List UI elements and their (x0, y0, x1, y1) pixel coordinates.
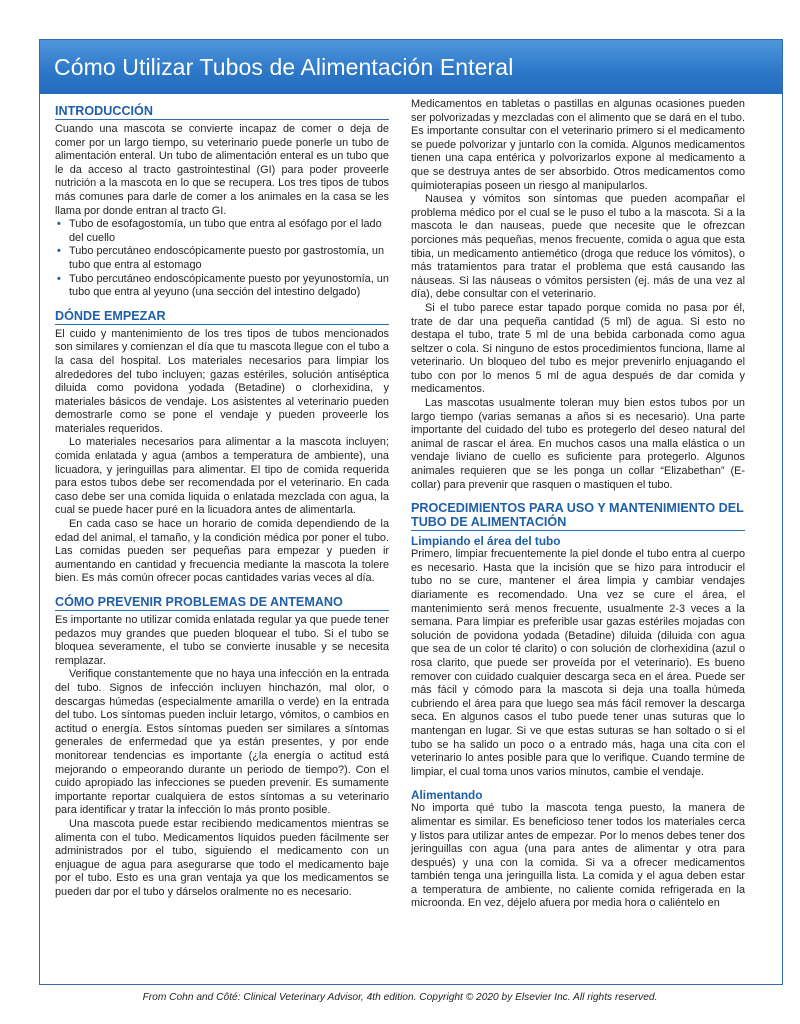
paragraph: Es importante no utilizar comida enlatada regular ya que puede tener pedazos muy grandes que pueden bloquear el tubo. Si el tubo se bloquea severamente, el tubo se convierte inusable y se necesita remplazar. (55, 614, 389, 667)
paragraph: Primero, limpiar frecuentemente la piel donde el tubo entra al cuerpo es necesario. Hasta que la incisión que se hizo para introducir el tubo no se cure, mantener el área limpia y cambiar vendajes diariamente es recomendado. Una vez se cure el área, el mantenimiento será menos frecuente, usualmente 2-3 veces a la semana. Para limpiar es preferible usar gazas estériles mojadas con solución de povidona yodada (Betadine) diluida (diluida con agua que sea de un color té clarito) o con solución de clorhexidina (azul o rosa clarito, que puede ser proveída por el veterinario). Es bueno remover con cuidado cualquier descarga seca en el área. Puede ser más fácil y cómodo para la mascota si deja una toalla húmeda cubriendo el área para que luego sea más fácil remover la descarga seca. En algunos casos el tubo puede tener unas suturas que lo mantengan en lugar. Si ve que estas suturas se han soltado o si el tubo se ha salido un poco o a entrado más, haga una cita con el veterinario lo antes posible para que lo verifique. Cuando termine de limpiar, el cual toma unos varios minutos, cambie el vendaje. (411, 548, 745, 778)
paragraph: Nausea y vómitos son síntomas que pueden acompañar el problema médico por el cual se le puso el tubo a la mascota. Si a la mascota le dan nauseas, puede que necesite que le ofrezcan porciones más pequeñas, menos frecuente, comida o agua que esta tibia, un medicamento antiemético (droga que reduce los vómitos), o más tratamientos para tratar el problema que está causando las náuseas. Si las náuseas o vómitos persisten (ej. más de una vez al día), debe consultar con el veterinario. (411, 193, 745, 301)
paragraph: Medicamentos en tabletas o pastillas en algunas ocasiones pueden ser polvorizadas y mezcladas con el alimento que se dará en el tubo. Es importante consultar con el veterinario primero si el medicamento se puede polvorizar y juntarlo con la comida. Algunos medicamentos tienen una capa entérica y polvorizarlos expone al medicamento a que se destruya antes de ser absorbido. Otros medicamentos como quimioterapias poseen un riesgo al manipularlos. (411, 98, 745, 192)
section-heading: INTRODUCCIÓN (55, 104, 389, 120)
paragraph: Lo materiales necesarios para alimentar a la mascota incluyen; comida enlatada y agua (ambos a temperatura de ambiente), una licuadora, y jeringuillas para alimentar. El tipo de comida requerida para estos tubos debe ser recomendada por el veterinario. En cada caso debe ser una comida liquida o enlatada mezclada con agua, la cual se puede hacer puré en la licuadora antes de alimentarla. (55, 436, 389, 517)
paragraph: Cuando una mascota se convierte incapaz de comer o deja de comer por un largo tiempo, su veterinario puede ponerle un tubo de alimentación enteral. Un tubo de alimentación enteral es un tubo que le da acceso al tracto gastrointestinal (GI) para poder proveerle nutrición a la mascota en lo que se recupera. Los tres tipos de tubos más comunes para darle de comer a los animales en la casa se les llama por donde entran al tracto GI. (55, 123, 389, 217)
bullet-list (55, 218, 389, 300)
bullet-item: • Tubo percutáneo endoscópicamente puesto por gastrostomía, un tubo que entra al estomago (55, 245, 389, 272)
title-banner (40, 40, 782, 94)
paragraph: No importa qué tubo la mascota tenga puesto, la manera de alimentar es similar. Es beneficioso tener todos los materiales cerca y listos para utilizar antes de empezar. Por lo menos debes tener dos jeringuillas con agua (una para antes de alimentar y otra para después) y una con la comida. Si va a ofrecer medicamentos también tenga una jeringuilla lista. La comida y el agua deben estar a temperatura de ambiente, no caliente comida refrigerada en la microonda. En vez, déjelo afuera por media hora o caliéntelo en (411, 802, 745, 910)
page-title: Cómo Utilizar Tubos de Alimentación Enteral (54, 54, 514, 80)
section-donde-empezar (55, 309, 389, 586)
bullet-item: • Tubo percutáneo endoscópicamente puesto por yeyunostomía, un tubo que entra al yeyuno (una sección del intestino delgado) (55, 273, 389, 300)
section-heading: CÓMO PREVENIR PROBLEMAS DE ANTEMANO (55, 595, 389, 611)
left-column (55, 104, 389, 899)
section-heading: DÓNDE EMPEZAR (55, 309, 389, 325)
paragraph: El cuido y mantenimiento de los tres tipos de tubos mencionados son similares y comienzan el día que tu mascota llegue con el tubo a la casa del hospital. Los materiales necesarios para limpiar los alrededores del tubo incluyen; gazas estériles, solución antiséptica diluida como povidona yodada (Betadine) o clorhexidina, y materiales básicos de vendaje. Los asistentes al veterinario pueden demostrarle como se pone el vendaje y pueden proveerle los materiales requeridos. (55, 327, 389, 435)
paragraph: Una mascota puede estar recibiendo medicamentos mientras se alimenta con el tubo. Medicamentos líquidos pueden fácilmente ser administrados por el tubo, siguiendo el medicamento con un enjuague de agua para asegurarse que todo el medicamento baje por el tubo. Esto es una gran ventaja ya que los medicamentos se pueden dar por el tubo y dárselos oralmente no es necesario. (55, 817, 389, 898)
paragraph: Las mascotas usualmente toleran muy bien estos tubos por un largo tiempo (varias semanas a años si es necesario). Una parte importante del cuidado del tubo es protegerlo del deseo natural del animal de rascar el área. En muchos casos una malla elástica o un vendaje liviano de cuello es suficiente para protegerlo. Algunos animales requieren que se les ponga un collar “Elizabethan” (E-collar) para prevenir que rasquen o mastiquen el tubo. (411, 397, 745, 491)
bullet-item: • Tubo de esofagostomía, un tubo que entra al esófago por el lado del cuello (55, 218, 389, 245)
paragraph: Verifique constantemente que no haya una infección en la entrada del tubo. Signos de infección incluyen hinchazón, mal olor, o descargas húmedas (especialmente amarilla o verde) en la entrada del tubo. Los síntomas pueden incluir letargo, vómitos, o cambios en actitud o energía. Estos síntomas pueden ser similares a síntomas generales de enfermedad que ya están presentes, y por ende monitorear tendencias es importante (¿la energía o actitud está mejorando o empeorando durante un periodo de tiempo?). Con el cuido apropiado las infecciones se pueden prevenir. Es sumamente importante reportar cualquiera de estos síntomas a su veterinario para identificar y tratar la infección lo más pronto posible. (55, 668, 389, 817)
section-procedimientos (411, 501, 745, 911)
paragraph: En cada caso se hace un horario de comida dependiendo de la edad del animal, el tamaño, y la condición médica por poner el tubo. Las comidas pueden ser pequeñas para empezar y pueden ir aumentando en cantidad y frecuencia mediante la mascota la tolere bien. Es más común ofrecer pocas cantidades varias veces al día. (55, 518, 389, 585)
subsection-heading: Alimentando (411, 788, 483, 803)
copyright-footer: From Cohn and Côté: Clinical Veterinary Advisor, 4th edition. Copyright © 2020 by Elsevier Inc. All rights reserved. (142, 992, 658, 1003)
right-column (411, 98, 745, 911)
section-prevenir-problemas (55, 595, 389, 899)
section-introduccion (55, 104, 389, 300)
subsection-heading: Limpiando el área del tubo (411, 534, 561, 549)
paragraph: Si el tubo parece estar tapado porque comida no pasa por él, trate de dar una pequeña cantidad (5 ml) de agua. Si esto no destapa el tubo, trate 5 ml de una bebida carbonada como agua seltzer o cola. Si ninguno de estos procedimientos funciona, llame al veterinario. Un bloqueo del tubo es mejor prevenirlo enjuagando el tubo con por lo menos 5 ml de agua después de dar comida y medicamentos. (411, 301, 745, 396)
section-heading: PROCEDIMIENTOS PARA USO Y MANTENIMIENTO DEL TUBO DE ALIMENTACIÓN (411, 501, 744, 530)
